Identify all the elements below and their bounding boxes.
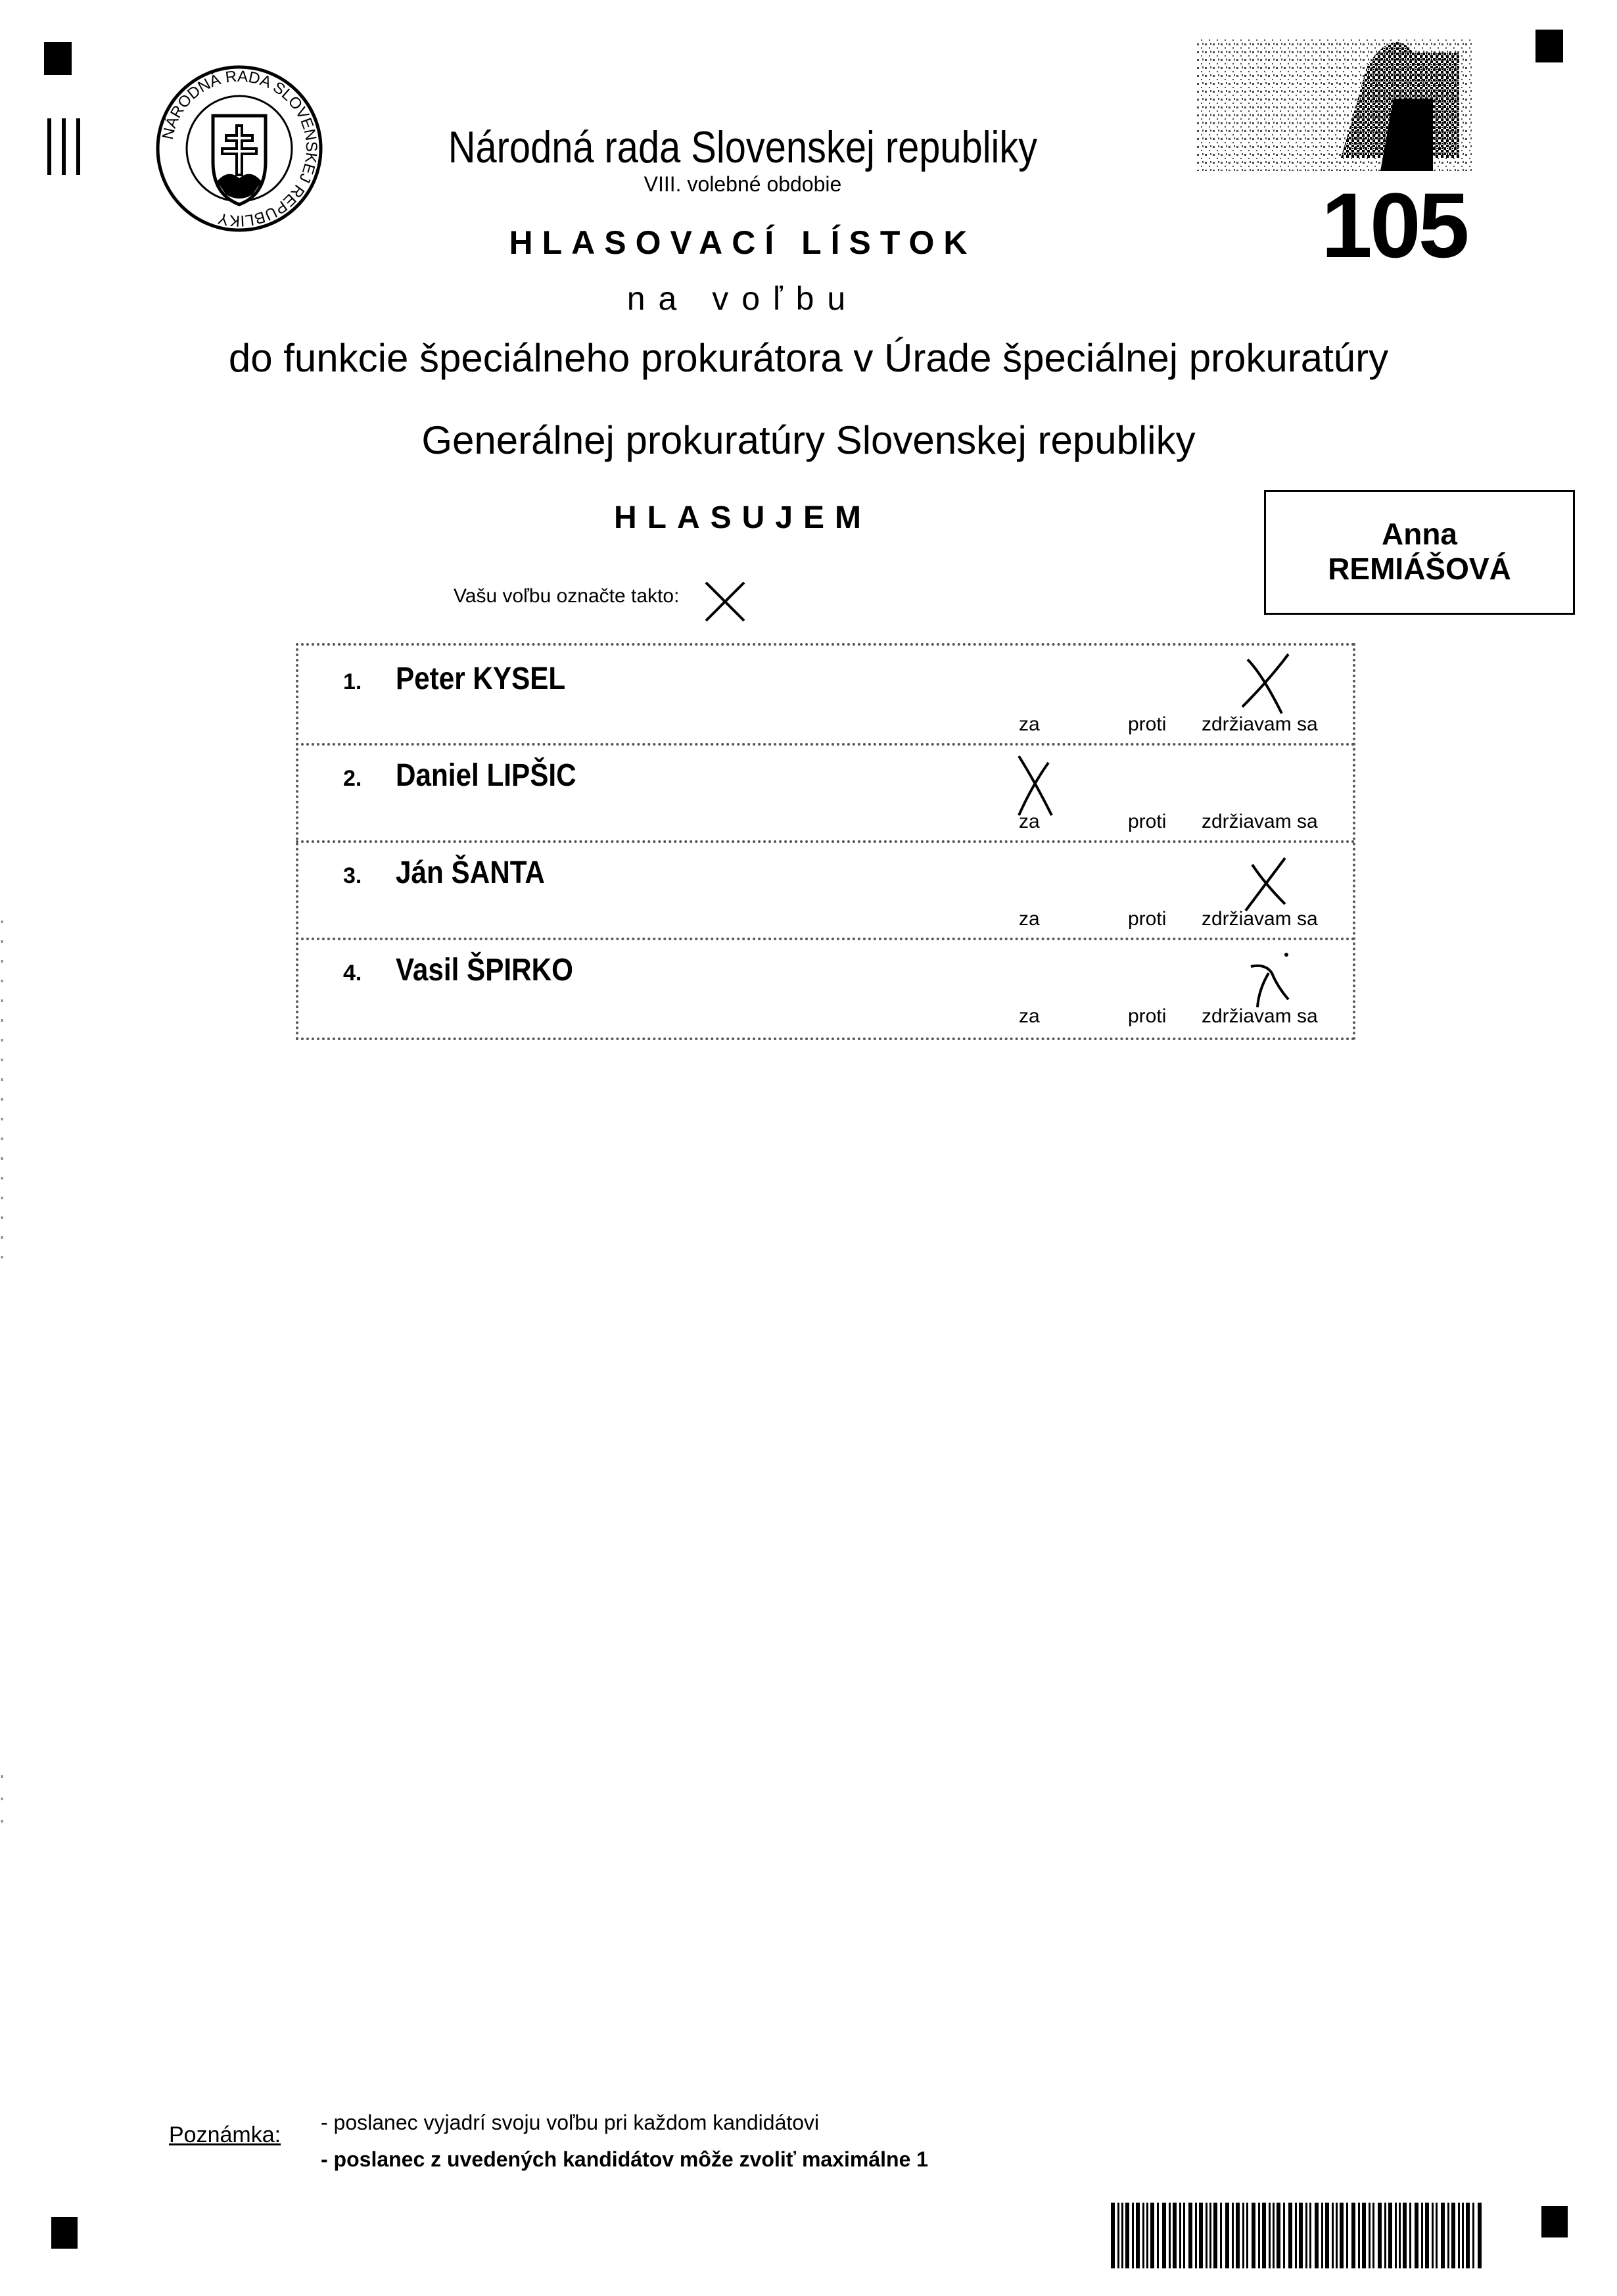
option-abstain[interactable]: zdržiavam sa [1202, 811, 1318, 832]
ballot-purpose-line2: Generálnej prokuratúry Slovenskej republiky [421, 418, 1196, 462]
registration-mark-bottom-left [51, 2217, 78, 2249]
registration-mark-bottom-right [1541, 2206, 1568, 2237]
scan-noise [1196, 26, 1472, 184]
svg-text:NÁRODNÁ RADA SLOVENSKEJ REPUBL: NÁRODNÁ RADA SLOVENSKEJ REPUBLIKY [158, 67, 321, 230]
candidate-number: 2. [343, 766, 362, 791]
option-abstain[interactable]: zdržiavam sa [1202, 713, 1318, 735]
mark-hint-label: Vašu voľbu označte takto: [454, 585, 680, 607]
ballot-title: HLASOVACÍ LÍSTOK [509, 224, 977, 261]
option-abstain[interactable]: zdržiavam sa [1202, 1005, 1318, 1027]
registration-mark-top-left [44, 42, 72, 75]
institution-name: Národná rada Slovenskej republiky [448, 122, 1038, 172]
row-separator [296, 743, 1355, 746]
candidate-name: Peter KYSEL [396, 661, 566, 696]
cross-mark-icon [702, 579, 748, 625]
ballot-number: 105 [1321, 174, 1467, 277]
handwritten-cross-icon [1239, 947, 1298, 1019]
option-against[interactable]: proti [1128, 811, 1167, 832]
option-against[interactable]: proti [1128, 908, 1167, 930]
option-for[interactable]: za [1019, 811, 1040, 832]
handwritten-cross-icon [1236, 648, 1295, 720]
candidate-name: Ján ŠANTA [396, 855, 545, 890]
candidate-number: 3. [343, 863, 362, 888]
option-against[interactable]: proti [1128, 713, 1167, 735]
row-separator [296, 840, 1355, 843]
note-line-1: - poslanec vyjadrí svoju voľbu pri každom kandidátovi [321, 2111, 820, 2134]
ballot-purpose-line1: do funkcie špeciálneho prokurátora v Úrade špeciálnej prokuratúry [228, 336, 1389, 380]
registration-mark-top-right [1535, 30, 1563, 62]
candidate-name: Daniel LIPŠIC [396, 758, 576, 793]
row-separator [296, 938, 1355, 940]
barcode-icon [1111, 2203, 1486, 2268]
handwritten-cross-icon [1236, 848, 1295, 921]
option-against[interactable]: proti [1128, 1005, 1167, 1027]
scan-edge-dots [0, 921, 4, 1841]
note-label: Poznámka: [169, 2122, 281, 2147]
ballot-subtitle: na voľbu [626, 280, 859, 317]
term-label: VIII. volebné obdobie [644, 172, 842, 196]
option-for[interactable]: za [1019, 908, 1040, 930]
candidate-number: 4. [343, 961, 362, 986]
option-abstain[interactable]: zdržiavam sa [1202, 908, 1318, 930]
parliament-seal-icon [154, 63, 325, 234]
vote-heading: HLASUJEM [613, 500, 872, 535]
option-for[interactable]: za [1019, 1005, 1040, 1027]
tally-bars [47, 118, 87, 178]
voter-last-name: REMIÁŠOVÁ [1328, 552, 1511, 586]
note-line-2: - poslanec z uvedených kandidátov môže zvoliť maximálne 1 [321, 2147, 929, 2171]
handwritten-cross-icon [1006, 750, 1065, 822]
option-for[interactable]: za [1019, 713, 1040, 735]
voter-first-name: Anna [1382, 517, 1457, 551]
candidate-number: 1. [343, 669, 362, 694]
candidate-name: Vasil ŠPIRKO [396, 953, 573, 988]
